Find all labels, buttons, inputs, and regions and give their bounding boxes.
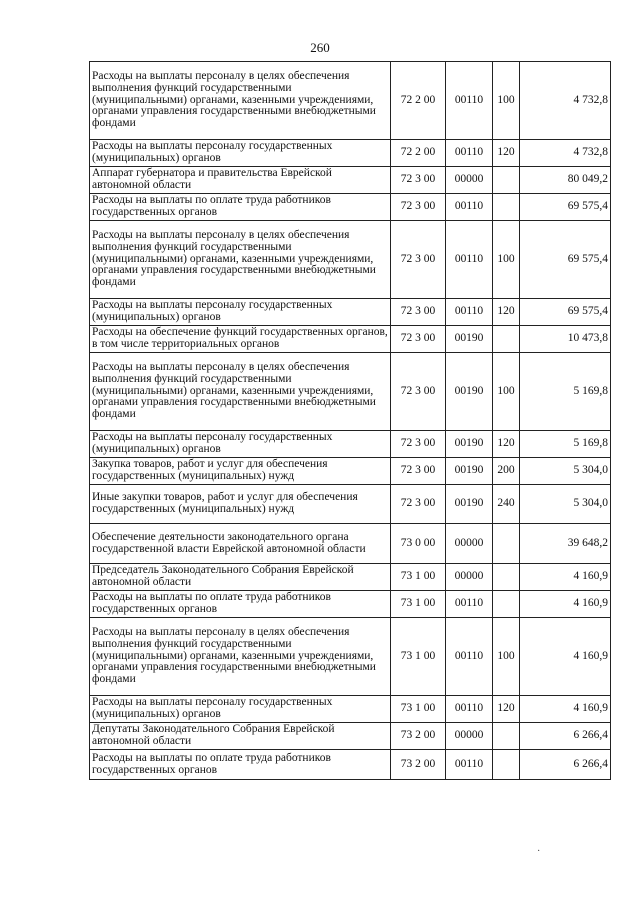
direction-code-cell: 00190 <box>446 353 493 431</box>
program-code-cell: 72 3 00 <box>391 485 446 524</box>
table-row <box>90 564 611 591</box>
program-code-cell: 72 3 00 <box>391 458 446 485</box>
expense-name-cell: Расходы на выплаты персоналу в целях обеспечения выполнения функций государственными (муниципальными) органами, казенными учреждениями, органами управления государственными внебюджетными фондами <box>90 62 391 140</box>
amount-cell: 69 575,4 <box>520 221 611 299</box>
amount-cell: 5 304,0 <box>520 458 611 485</box>
expense-type-cell: 120 <box>493 140 520 167</box>
table-row <box>90 194 611 221</box>
expense-type-cell: 100 <box>493 618 520 696</box>
table-row <box>90 485 611 524</box>
expense-name-cell: Расходы на выплаты по оплате труда работников государственных органов <box>90 591 391 618</box>
table-row <box>90 326 611 353</box>
expense-name-cell: Обеспечение деятельности законодательного органа государственной власти Еврейской автономной области <box>90 524 391 564</box>
program-code-cell: 73 2 00 <box>391 750 446 780</box>
direction-code-cell: 00190 <box>446 485 493 524</box>
table-row <box>90 221 611 299</box>
expense-type-cell <box>493 564 520 591</box>
expense-name-cell: Закупка товаров, работ и услуг для обеспечения государственных (муниципальных) нужд <box>90 458 391 485</box>
direction-code-cell: 00110 <box>446 194 493 221</box>
direction-code-cell: 00110 <box>446 299 493 326</box>
expense-type-cell <box>493 194 520 221</box>
expense-type-cell: 200 <box>493 458 520 485</box>
direction-code-cell: 00110 <box>446 140 493 167</box>
expense-name-cell: Расходы на обеспечение функций государственных органов, в том числе территориальных органов <box>90 326 391 353</box>
table-row <box>90 618 611 696</box>
table-row <box>90 431 611 458</box>
expense-name-cell: Депутаты Законодательного Собрания Еврейской автономной области <box>90 723 391 750</box>
expense-type-cell: 120 <box>493 431 520 458</box>
table-row <box>90 458 611 485</box>
amount-cell: 4 160,9 <box>520 618 611 696</box>
amount-cell: 4 160,9 <box>520 696 611 723</box>
table-row <box>90 353 611 431</box>
program-code-cell: 72 3 00 <box>391 221 446 299</box>
direction-code-cell: 00110 <box>446 62 493 140</box>
expense-name-cell: Аппарат губернатора и правительства Еврейской автономной области <box>90 167 391 194</box>
amount-cell: 10 473,8 <box>520 326 611 353</box>
table-row <box>90 750 611 780</box>
expense-type-cell: 120 <box>493 696 520 723</box>
direction-code-cell: 00110 <box>446 591 493 618</box>
direction-code-cell: 00110 <box>446 221 493 299</box>
expense-name-cell: Расходы на выплаты персоналу государственных (муниципальных) органов <box>90 140 391 167</box>
expense-type-cell <box>493 167 520 194</box>
program-code-cell: 73 1 00 <box>391 564 446 591</box>
amount-cell: 39 648,2 <box>520 524 611 564</box>
amount-cell: 5 304,0 <box>520 485 611 524</box>
table-row <box>90 591 611 618</box>
program-code-cell: 73 1 00 <box>391 591 446 618</box>
table-row <box>90 696 611 723</box>
expense-name-cell: Расходы на выплаты персоналу в целях обеспечения выполнения функций государственными (муниципальными) органами, казенными учреждениями, органами управления государственными внебюджетными фондами <box>90 618 391 696</box>
scan-mark: · <box>537 846 541 857</box>
table-row <box>90 299 611 326</box>
expense-type-cell <box>493 723 520 750</box>
expense-name-cell: Иные закупки товаров, работ и услуг для обеспечения государственных (муниципальных) нужд <box>90 485 391 524</box>
amount-cell: 4 160,9 <box>520 591 611 618</box>
expense-type-cell: 120 <box>493 299 520 326</box>
direction-code-cell: 00110 <box>446 618 493 696</box>
budget-table <box>89 61 611 780</box>
expense-name-cell: Расходы на выплаты персоналу в целях обеспечения выполнения функций государственными (муниципальными) органами, казенными учреждениями, органами управления государственными внебюджетными фондами <box>90 221 391 299</box>
program-code-cell: 72 3 00 <box>391 167 446 194</box>
program-code-cell: 73 1 00 <box>391 696 446 723</box>
expense-type-cell <box>493 524 520 564</box>
amount-cell: 80 049,2 <box>520 167 611 194</box>
expense-type-cell: 100 <box>493 353 520 431</box>
table-row <box>90 62 611 140</box>
expense-type-cell <box>493 326 520 353</box>
direction-code-cell: 00000 <box>446 723 493 750</box>
expense-name-cell: Председатель Законодательного Собрания Еврейской автономной области <box>90 564 391 591</box>
program-code-cell: 72 3 00 <box>391 326 446 353</box>
amount-cell: 4 732,8 <box>520 140 611 167</box>
expense-type-cell: 100 <box>493 221 520 299</box>
direction-code-cell: 00190 <box>446 458 493 485</box>
program-code-cell: 72 3 00 <box>391 431 446 458</box>
direction-code-cell: 00110 <box>446 696 493 723</box>
program-code-cell: 72 2 00 <box>391 140 446 167</box>
direction-code-cell: 00000 <box>446 167 493 194</box>
table-row <box>90 167 611 194</box>
amount-cell: 6 266,4 <box>520 750 611 780</box>
expense-name-cell: Расходы на выплаты персоналу государственных (муниципальных) органов <box>90 431 391 458</box>
expense-type-cell: 100 <box>493 62 520 140</box>
program-code-cell: 73 1 00 <box>391 618 446 696</box>
direction-code-cell: 00000 <box>446 524 493 564</box>
expense-type-cell <box>493 750 520 780</box>
expense-name-cell: Расходы на выплаты персоналу в целях обеспечения выполнения функций государственными (муниципальными) органами, казенными учреждениями, органами управления государственными внебюджетными фондами <box>90 353 391 431</box>
amount-cell: 6 266,4 <box>520 723 611 750</box>
budget-table-body <box>90 62 611 780</box>
amount-cell: 5 169,8 <box>520 431 611 458</box>
amount-cell: 69 575,4 <box>520 299 611 326</box>
expense-name-cell: Расходы на выплаты по оплате труда работников государственных органов <box>90 194 391 221</box>
direction-code-cell: 00190 <box>446 326 493 353</box>
expense-name-cell: Расходы на выплаты персоналу государственных (муниципальных) органов <box>90 696 391 723</box>
table-row <box>90 524 611 564</box>
program-code-cell: 72 3 00 <box>391 194 446 221</box>
amount-cell: 4 732,8 <box>520 62 611 140</box>
direction-code-cell: 00190 <box>446 431 493 458</box>
program-code-cell: 73 0 00 <box>391 524 446 564</box>
direction-code-cell: 00110 <box>446 750 493 780</box>
amount-cell: 5 169,8 <box>520 353 611 431</box>
amount-cell: 4 160,9 <box>520 564 611 591</box>
table-row <box>90 140 611 167</box>
table-row <box>90 723 611 750</box>
expense-type-cell <box>493 591 520 618</box>
program-code-cell: 72 2 00 <box>391 62 446 140</box>
amount-cell: 69 575,4 <box>520 194 611 221</box>
expense-type-cell: 240 <box>493 485 520 524</box>
program-code-cell: 72 3 00 <box>391 353 446 431</box>
program-code-cell: 73 2 00 <box>391 723 446 750</box>
expense-name-cell: Расходы на выплаты персоналу государственных (муниципальных) органов <box>90 299 391 326</box>
direction-code-cell: 00000 <box>446 564 493 591</box>
expense-name-cell: Расходы на выплаты по оплате труда работников государственных органов <box>90 750 391 780</box>
page-number: 260 <box>310 40 330 55</box>
program-code-cell: 72 3 00 <box>391 299 446 326</box>
